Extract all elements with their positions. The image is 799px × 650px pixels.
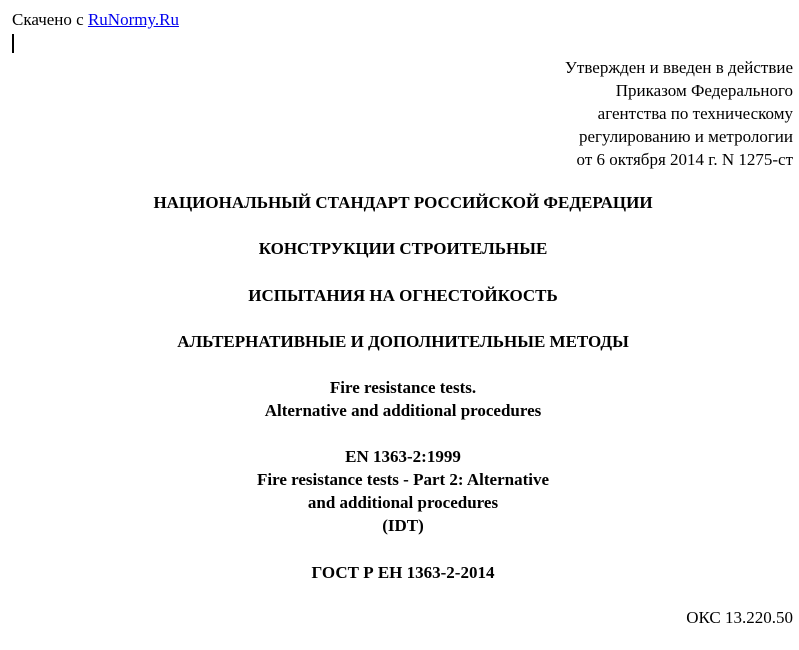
gost-code-heading xyxy=(0,561,799,584)
test-type-text: ИСПЫТАНИЯ НА ОГНЕСТОЙКОСТЬ xyxy=(248,286,558,305)
methods-heading xyxy=(0,330,799,353)
english-title xyxy=(0,376,799,422)
approval-line: Утвержден и введен в действие xyxy=(564,58,793,77)
source-line xyxy=(12,9,179,31)
subject-text: КОНСТРУКЦИИ СТРОИТЕЛЬНЫЕ xyxy=(258,239,548,258)
methods-text: АЛЬТЕРНАТИВНЫЕ И ДОПОЛНИТЕЛЬНЫЕ МЕТОДЫ xyxy=(177,332,629,351)
gost-code: ГОСТ Р ЕН 1363-2-2014 xyxy=(311,563,495,582)
oks-code: ОКС 13.220.50 xyxy=(686,608,793,627)
test-type-heading xyxy=(0,284,799,307)
source-standard-title-line: and additional procedures xyxy=(307,493,499,512)
approval-line: Приказом Федерального xyxy=(615,81,793,100)
subject-heading xyxy=(0,237,799,260)
approval-line: от 6 октября 2014 г. N 1275-ст xyxy=(576,150,793,169)
source-standard-block xyxy=(0,445,799,537)
national-standard-heading xyxy=(0,191,799,214)
approval-block xyxy=(565,56,793,171)
english-title-line: Fire resistance tests. xyxy=(329,378,477,397)
source-standard-title-line: Fire resistance tests - Part 2: Alternative xyxy=(256,470,550,489)
national-standard-text: НАЦИОНАЛЬНЫЙ СТАНДАРТ РОССИЙСКОЙ ФЕДЕРАЦИИ xyxy=(153,193,653,212)
source-standard-code: EN 1363-2:1999 xyxy=(345,447,461,466)
text-cursor xyxy=(12,34,14,53)
source-link[interactable]: RuNormy.Ru xyxy=(87,10,179,29)
equivalence-marker: (IDT) xyxy=(382,516,424,535)
source-prefix: Скачено с xyxy=(12,10,88,29)
approval-line: агентства по техническому xyxy=(597,104,793,123)
english-title-line: Alternative and additional procedures xyxy=(264,401,542,420)
approval-line: регулированию и метрологии xyxy=(578,127,793,146)
